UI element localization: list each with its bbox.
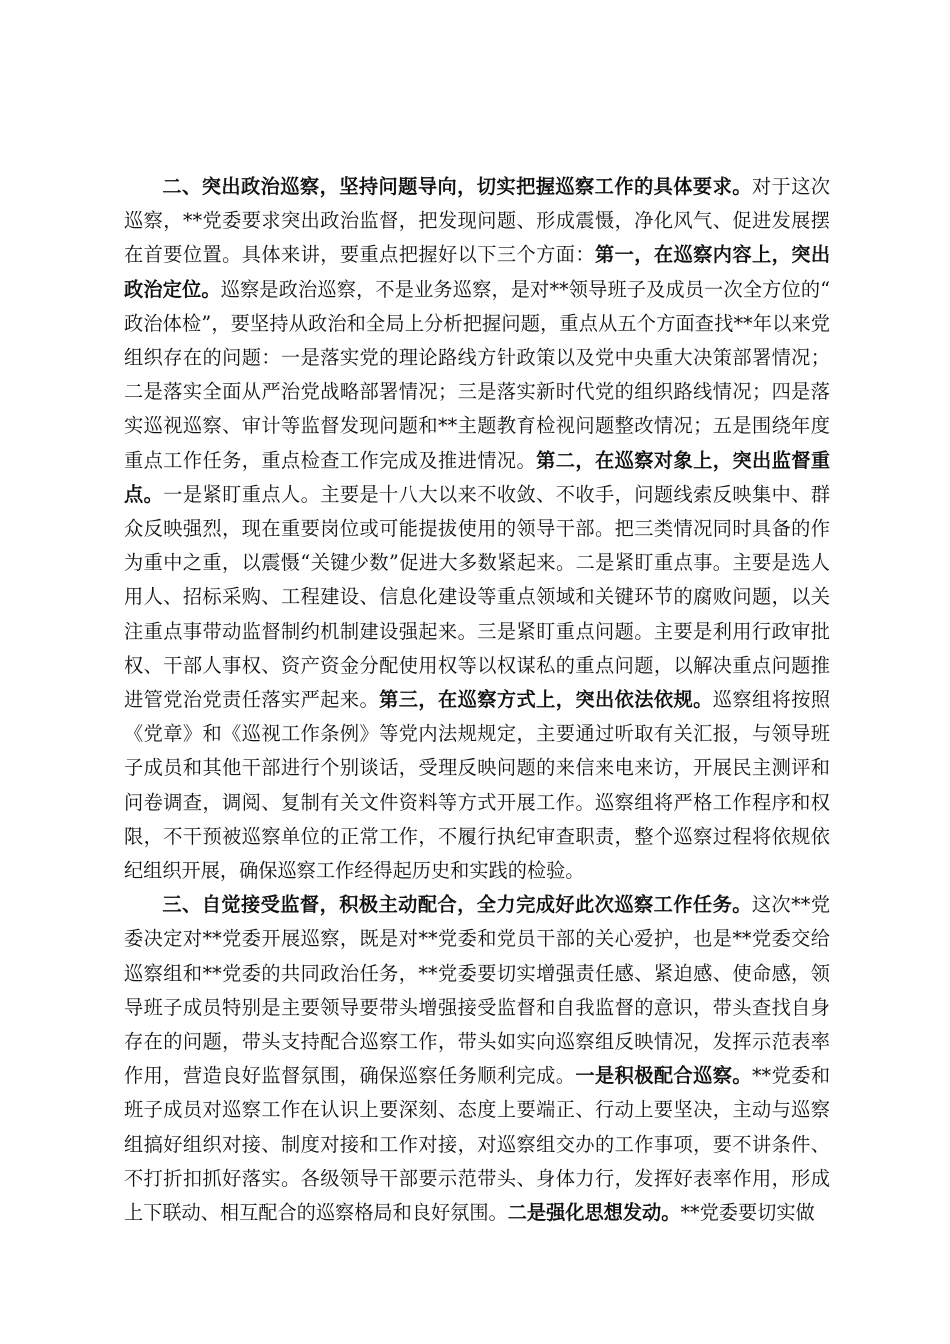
- paragraph-heading: 二、突出政治巡察，坚持问题导向，切实把握巡察工作的具体要求。: [162, 175, 752, 198]
- subheading-mobilize: 二是强化思想发动。: [507, 1201, 681, 1225]
- subheading-second: 第二，在巡察对象上，突出监督重点。: [124, 448, 831, 506]
- body-text: 一是紧盯重点人。主要是十八大以来不收敛、不收手，问题线索反映集中、群众反映强烈，现在重要岗位或可能提拔使用的领导干部。把三类情况同时具备的作为重中之重，以震慑“关键少数”促进大多数紧起来。二是紧盯重点事。主要是选人用人、招标采购、工程建设、信息化建设等重点领域和关键环节的腐败问题，以关注重点事带动监督制约机制建设强起来。三是紧盯重点问题。主要是利用行政审批权、干部人事权、资产资金分配使用权等以权谋私的重点问题，以解决重点问题推进管党治党责任落实严起来。: [124, 482, 831, 712]
- body-text: 巡察是政治巡察，不是业务巡察，是对**领导班子及成员一次全方位的“政治体检”，要坚持从政治和全局上分析把握问题，重点从五个方面查找**年以来党组织存在的问题：一是落实党的理论路线方针政策以及党中央重大决策部署情况；二是落实全面从严治党战略部署情况；三是落实新时代党的组织路线情况；四是落实巡视巡察、审计等监督发现问题和**主题教育检视问题整改情况；五是围绕年度重点工作任务，重点检查工作完成及推进情况。: [124, 277, 831, 472]
- body-text: 对于这次巡察，**党委要求突出政治监督，把发现问题、形成震慑，净化风气、促进发展摆在首要位置。具体来讲，要重点把握好以下三个方面：: [124, 175, 831, 267]
- subheading-third: 第三，在巡察方式上，突出依法依规。: [379, 688, 713, 712]
- document-body: [124, 170, 830, 1230]
- body-text: **党委要切实做: [680, 1201, 815, 1225]
- body-text: **党委和班子成员对巡察工作在认识上要深刻、态度上要端正、行动上要坚决，主动与巡察组搞好组织对接、制度对接和工作对接，对巡察组交办的工作事项，要不讲条件、不打折扣抓好落实。各级领导干部要示范带头、身体力行，发挥好表率作用，形成上下联动、相互配合的巡察格局和良好氛围。: [124, 1064, 831, 1225]
- paragraph-heading: 三、自觉接受监督，积极主动配合，全力完成好此次巡察工作任务。: [162, 893, 752, 917]
- subheading-first: 第一，在巡察内容上，突出政治定位。: [124, 243, 831, 301]
- body-text: 巡察组将按照《党章》和《巡视工作条例》等党内法规规定，主要通过听取有关汇报，与领导班子成员和其他干部进行个别谈话，受理反映问题的来信来电来访，开展民主测评和问卷调查，调阅、复制有关文件资料等方式开展工作。巡察组将严格工作程序和权限，不干预被巡察单位的正常工作，不履行执纪审查职责，整个巡察过程将依规依纪组织开展，确保巡察工作经得起历史和实践的检验。: [124, 688, 831, 883]
- paragraph-accept-supervision: [124, 888, 830, 1230]
- body-text: 这次**党委决定对**党委开展巡察，既是对**党委和党员干部的关心爱护，也是**党委交给巡察组和**党委的共同政治任务，**党委要切实增强责任感、紧迫感、使命感，领导班子成员特别是主要领导要带头增强接受监督和自我监督的意识，带头查找自身存在的问题，带头支持配合巡察工作，带头如实向巡察组反映情况，发挥示范表率作用，营造良好监督氛围，确保巡察任务顺利完成。: [124, 893, 831, 1088]
- paragraph-political-inspection: [124, 170, 830, 888]
- subheading-cooperate: 一是积极配合巡察。: [575, 1064, 752, 1088]
